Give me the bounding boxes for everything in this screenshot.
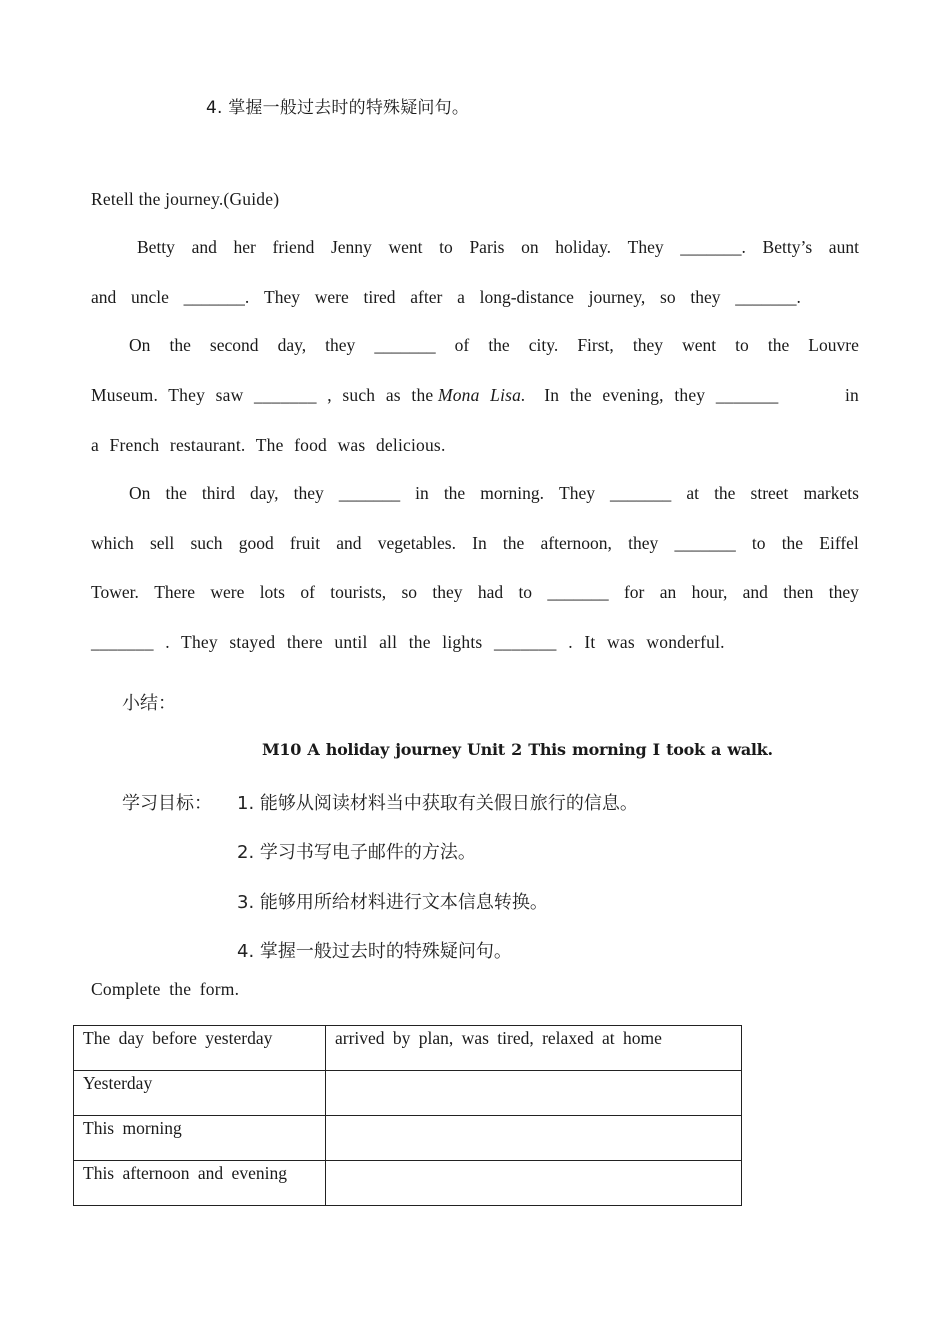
form-cell-what[interactable] (326, 1071, 742, 1116)
word: holiday. (555, 237, 611, 257)
word: the (767, 335, 790, 355)
word: _______ (610, 483, 672, 503)
word: her (233, 237, 256, 257)
objective-item-3: 3. 能够用所给材料进行文本信息转换。 (237, 892, 548, 913)
word: and (336, 533, 362, 553)
word: _______. (680, 237, 746, 257)
word: Tower. (91, 582, 139, 602)
form-cell-when: This afternoon and evening (74, 1161, 326, 1206)
table-row (74, 1161, 742, 1206)
retell-title: Retell the journey.(Guide) (91, 189, 280, 209)
word: the (488, 335, 510, 355)
word: fruit (289, 533, 321, 553)
word: lots (259, 582, 285, 602)
word: for (623, 582, 645, 602)
word: In (472, 533, 487, 553)
word: Betty (137, 237, 175, 257)
word: were (210, 582, 245, 602)
word: sell (149, 533, 175, 553)
word: _______ (674, 533, 736, 553)
objective-item-4: 4. 掌握一般过去时的特殊疑问句。 (237, 941, 512, 962)
word: and (91, 287, 117, 307)
objective-item-2: 2. 学习书写电子邮件的方法。 (237, 842, 476, 863)
word: _______. (183, 287, 250, 307)
table-row (74, 1116, 742, 1161)
word: second (209, 335, 259, 355)
word: aunt (828, 237, 859, 257)
retell-p2-line2 (91, 385, 859, 406)
word: which (91, 533, 134, 553)
word: the (165, 483, 187, 503)
word: markets (803, 483, 859, 503)
retell-p3-line4: _______ . They stayed there until all the lights _______ . It was wonderful. (91, 632, 725, 652)
word: so (660, 287, 676, 307)
word: were (314, 287, 349, 307)
word: they (293, 483, 324, 503)
word: then (783, 582, 814, 602)
word: a (457, 287, 465, 307)
word: and (191, 237, 217, 257)
word: to (735, 335, 749, 355)
summary-label: 小结： (122, 693, 176, 714)
retell-p3-line3 (91, 582, 859, 603)
form-cell-what[interactable]: arrived by plan, was tired, relaxed at home (326, 1026, 742, 1071)
word: good (238, 533, 274, 553)
word: the (169, 335, 191, 355)
word: so (401, 582, 418, 602)
word: the (443, 483, 466, 503)
word: to (518, 582, 533, 602)
word: had (477, 582, 504, 602)
word: hour, (691, 582, 728, 602)
retell-p3-line2 (91, 533, 859, 554)
word: long-distance (479, 287, 574, 307)
word: _______. (735, 287, 801, 307)
word: _______ (374, 335, 436, 355)
word: tired (363, 287, 396, 307)
word: such (190, 533, 223, 553)
objective-4-top: 4. 掌握一般过去时的特殊疑问句。 (206, 98, 470, 118)
word: First, (577, 335, 614, 355)
word: uncle (131, 287, 169, 307)
word: city. (528, 335, 559, 355)
word: vegetables. (377, 533, 456, 553)
word: the (714, 483, 736, 503)
form-cell-when: The day before yesterday (74, 1026, 326, 1071)
word: of (454, 335, 470, 355)
table-row (74, 1026, 742, 1071)
word: They (264, 287, 300, 307)
word: third (201, 483, 235, 503)
word: _______ (338, 483, 401, 503)
word: Jenny (330, 237, 372, 257)
form-instruction: Complete the form. (91, 979, 240, 999)
word: they (628, 533, 659, 553)
objective-item-1: 1. 能够从阅读材料当中获取有关假日旅行的信息。 (237, 793, 638, 814)
retell-p3-line1 (129, 483, 859, 504)
word: went (388, 237, 423, 257)
word: Paris (469, 237, 505, 257)
word: in (415, 483, 429, 503)
objectives-label: 学习目标： (122, 793, 212, 814)
word: went (682, 335, 717, 355)
word: they (828, 582, 859, 602)
word: and (742, 582, 768, 602)
word: they (632, 335, 663, 355)
word: friend (272, 237, 315, 257)
word: tourists, (330, 582, 387, 602)
word: They (559, 483, 595, 503)
retell-p2-line2-mid: In the evening, they _______ (544, 385, 779, 405)
journey-form-table (73, 1025, 742, 1206)
word: _______ (547, 582, 609, 602)
retell-p1-line1 (137, 237, 859, 258)
word: they (325, 335, 356, 355)
form-cell-what[interactable] (326, 1116, 742, 1161)
word: Betty’s (762, 237, 813, 257)
word: afternoon, (540, 533, 612, 553)
word: the (781, 533, 804, 553)
word: On (129, 483, 151, 503)
retell-p2-line3: a French restaurant. The food was delicious. (91, 435, 446, 455)
word: an (659, 582, 677, 602)
word: There (154, 582, 196, 602)
lesson-title: M10 A holiday journey Unit 2 This morning I took a walk. (262, 740, 773, 759)
form-cell-when: Yesterday (74, 1071, 326, 1116)
word: morning. (480, 483, 544, 503)
word: after (410, 287, 443, 307)
word: on (521, 237, 539, 257)
retell-p2-line2-italic: Mona Lisa. (437, 385, 526, 405)
word: they (432, 582, 463, 602)
word: to (439, 237, 453, 257)
table-row (74, 1071, 742, 1116)
word: Eiffel (819, 533, 859, 553)
word: journey, (588, 287, 646, 307)
form-cell-when: This morning (74, 1116, 326, 1161)
retell-p2-line2-start: Museum. They saw _______ , such as the (91, 385, 434, 405)
word: They (627, 237, 664, 257)
word: day, (250, 483, 279, 503)
form-cell-what[interactable] (326, 1161, 742, 1206)
word: at (686, 483, 699, 503)
word: street (750, 483, 789, 503)
word: the (502, 533, 525, 553)
word: of (300, 582, 315, 602)
retell-p2-line1 (129, 335, 859, 356)
word: to (751, 533, 766, 553)
retell-p2-line2-end: in (844, 385, 859, 405)
word: they (690, 287, 721, 307)
word: On (129, 335, 151, 355)
word: day, (277, 335, 307, 355)
word: Louvre (808, 335, 859, 355)
retell-p1-line2 (91, 287, 801, 308)
